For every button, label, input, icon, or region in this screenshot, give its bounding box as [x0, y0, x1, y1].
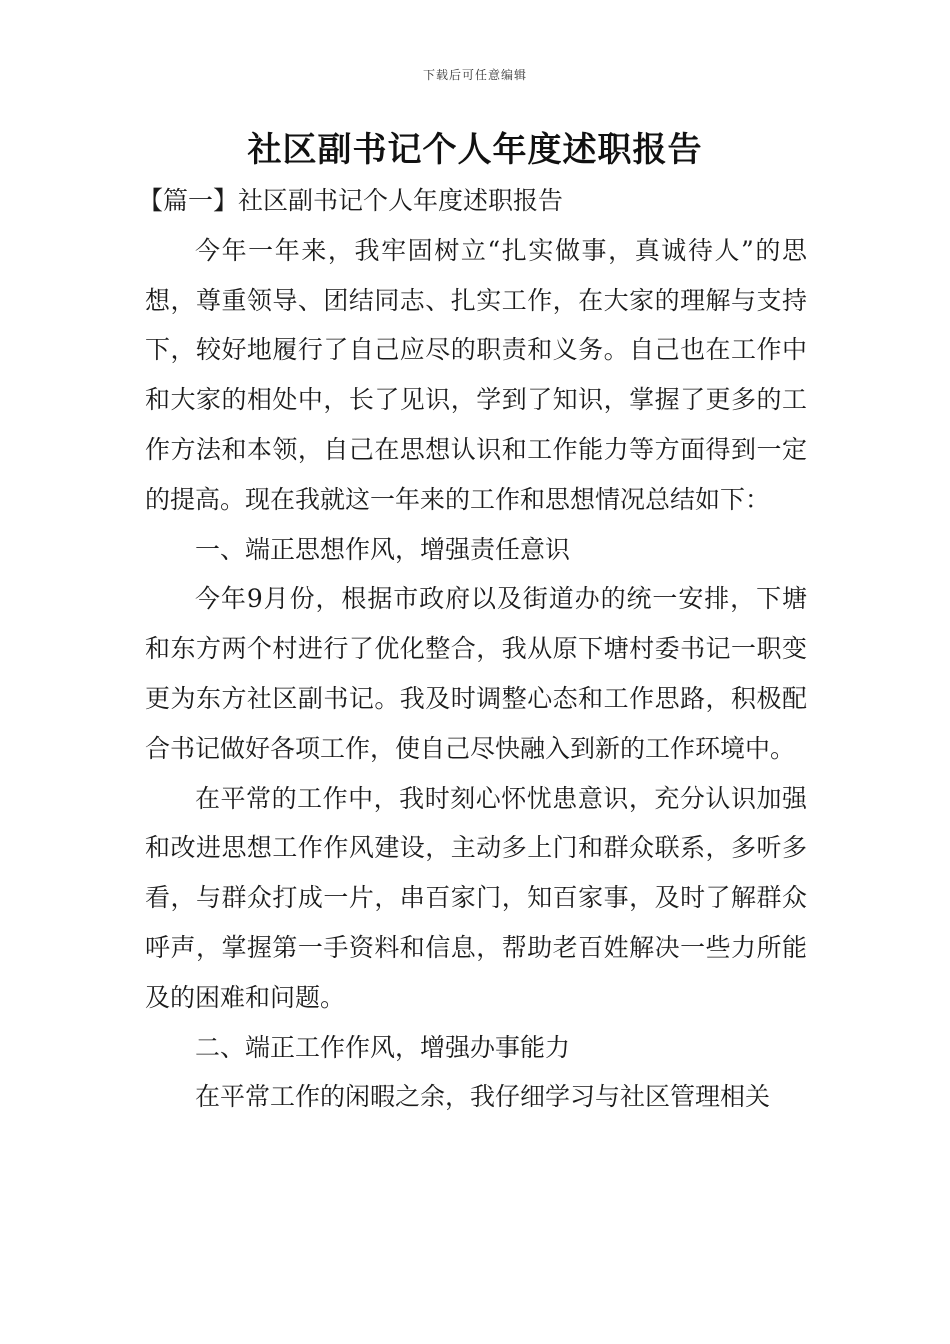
section-heading-1: 一、端正思想作风，增强责任意识 [195, 534, 571, 564]
document-title: 社区副书记个人年度述职报告 [247, 130, 703, 170]
header-note: 下载后可任意编辑 [422, 68, 527, 82]
paragraph-intro: 今年一年来，我牢固树立“扎实做事，真诚待人”的思想，尊重领导、团结同志、扎实工作，在大家的理解与支持下，较好地履行了自己应尽的职责和义务。自己也在工作中和大家的相处中，长了见识，学到了知识，掌握了更多的工作方法和本领，自己在思想认识和工作能力等方面得到一定的提高。现在我就这一年来的工作和思想情况总结如下： [145, 235, 807, 514]
paragraph-section-1a: 今年9月份，根据市政府以及街道办的统一安排，下塘和东方两个村进行了优化整合，我从原下塘村委书记一职变更为东方社区副书记。我及时调整心态和工作思路，积极配合书记做好各项工作，使自己尽快融入到新的工作环境中。 [145, 584, 807, 763]
paragraph-section-2a: 在平常工作的闲暇之余，我仔细学习与社区管理相关 [195, 1082, 771, 1112]
section-heading-2: 二、端正工作作风，增强办事能力 [195, 1032, 571, 1062]
section-subtitle: 【篇一】社区副书记个人年度述职报告 [138, 186, 564, 215]
paragraph-section-1b: 在平常的工作中，我时刻心怀忧患意识，充分认识加强和改进思想工作作风建设，主动多上门和群众联系，多听多看，与群众打成一片，串百家门，知百家事，及时了解群众呼声，掌握第一手资料和信息，帮助老百姓解决一些力所能及的困难和问题。 [145, 783, 807, 1012]
document-body [138, 176, 807, 1122]
